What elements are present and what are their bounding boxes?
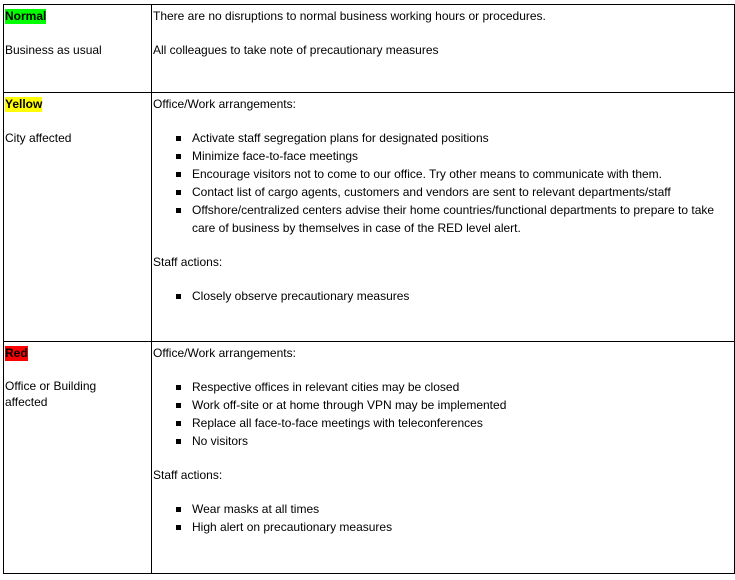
bullet-icon (176, 154, 181, 159)
level-cell-yellow (4, 93, 152, 342)
list-item (153, 396, 734, 414)
spacer (153, 362, 734, 378)
bullet-icon (176, 525, 181, 530)
office-arrangements-heading: Office/Work arrangements: (153, 97, 296, 111)
list-item (153, 165, 734, 183)
level-description-normal: Business as usual (5, 43, 102, 57)
level-cell-normal (4, 5, 152, 93)
bullet-icon (176, 507, 181, 512)
bullet-icon (176, 403, 181, 408)
spacer (153, 484, 734, 500)
spacer (153, 237, 734, 253)
normal-line-1: There are no disruptions to normal business working hours or procedures. (153, 9, 546, 23)
spacer (153, 450, 734, 466)
list-item-text: Work off-site or at home through VPN may be implemented (192, 398, 507, 412)
bullet-icon (176, 172, 181, 177)
list-item-text: Closely observe precautionary measures (192, 289, 410, 303)
list-item-text: Contact list of cargo agents, customers and vendors are sent to relevant departments/staff (192, 185, 671, 199)
list-item-text: Offshore/centralized centers advise their home countries/functional departments to prepare to take care of business by themselves in case of the RED level alert. (192, 203, 715, 235)
spacer (153, 25, 734, 41)
list-item (153, 287, 734, 305)
bullet-icon (176, 136, 181, 141)
level-cell-red (4, 342, 152, 574)
arrangements-cell-yellow (152, 93, 735, 342)
list-item-text: High alert on precautionary measures (192, 520, 393, 534)
bullet-icon (176, 421, 181, 426)
level-row-red (4, 342, 735, 574)
list-item-text: Minimize face-to-face meetings (192, 149, 359, 163)
bullet-icon (176, 294, 181, 299)
bullet-icon (176, 439, 181, 444)
list-item (153, 147, 734, 165)
level-description-red: Office or Building affected (5, 379, 97, 409)
list-item (153, 183, 734, 201)
staff-actions-list (153, 287, 734, 305)
level-name-red: Red (5, 346, 28, 360)
alert-levels-table (3, 4, 735, 574)
list-item-text: Encourage visitors not to come to our office. Try other means to communicate with them. (192, 167, 662, 181)
list-item (153, 500, 734, 518)
list-item (153, 378, 734, 396)
bullet-icon (176, 385, 181, 390)
level-row-normal (4, 5, 735, 93)
staff-actions-list (153, 500, 734, 536)
office-arrangements-list (153, 378, 734, 450)
level-name-normal: Normal (5, 9, 47, 23)
level-description-yellow: City affected (5, 131, 72, 145)
level-name-yellow: Yellow (5, 97, 43, 111)
list-item-text: Activate staff segregation plans for designated positions (192, 131, 489, 145)
office-arrangements-list (153, 129, 734, 237)
list-item-text: Replace all face-to-face meetings with teleconferences (192, 416, 483, 430)
arrangements-cell-red (152, 342, 735, 574)
bullet-icon (176, 190, 181, 195)
list-item-text: No visitors (192, 434, 249, 448)
list-item (153, 129, 734, 147)
list-item (153, 518, 734, 536)
spacer (153, 271, 734, 287)
staff-actions-heading: Staff actions: (153, 255, 223, 269)
arrangements-cell-normal (152, 5, 735, 93)
list-item-text: Respective offices in relevant cities may be closed (192, 380, 460, 394)
list-item (153, 432, 734, 450)
list-item (153, 414, 734, 432)
list-item-text: Wear masks at all times (192, 502, 320, 516)
staff-actions-heading: Staff actions: (153, 468, 223, 482)
normal-line-2: All colleagues to take note of precautionary measures (153, 43, 439, 57)
list-item (153, 201, 734, 237)
level-row-yellow (4, 93, 735, 342)
office-arrangements-heading: Office/Work arrangements: (153, 346, 296, 360)
spacer (153, 113, 734, 129)
bullet-icon (176, 208, 181, 213)
